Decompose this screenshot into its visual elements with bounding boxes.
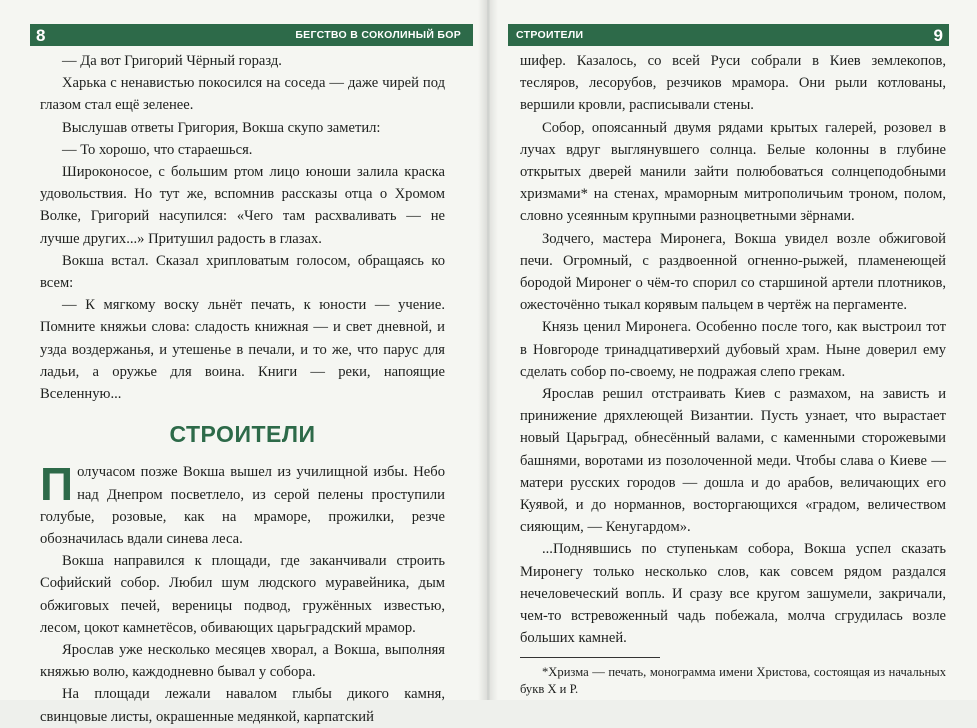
first-paragraph-text: олучасом позже Вокша вышел из училищной избы. Небо над Днепром посветлело, из серой пелены проступили голубые, розовые, как на мраморе, прожилки, резче обозначилась вдали синева леса. bbox=[40, 464, 445, 548]
left-running-head: БЕГСТВО В СОКОЛИНЫЙ БОР bbox=[295, 29, 461, 41]
paragraph: Ярослав уже несколько месяцев хворал, а Вокша, выполняя княжью волю, каждодневно бывал у собора. bbox=[40, 642, 445, 681]
right-running-head: СТРОИТЕЛИ bbox=[516, 29, 584, 41]
right-page-number: 9 bbox=[933, 26, 943, 45]
book-gutter-shadow bbox=[478, 0, 498, 700]
paragraph: Широконосое, с большим ртом лицо юноши залила краска удовольствия. Но тут же, вспомнив рассказы отца о Хромом Волке, Григорий насупился: «Чего там расхваливать — не лучше других...» Притушил радость в глазах. bbox=[40, 164, 445, 247]
left-page-number: 8 bbox=[36, 26, 46, 45]
paragraph: ...Поднявшись по ступенькам собора, Вокша успел сказать Миронегу только несколько слов, как совсем рядом раздался нечеловеческий вопль. И сразу все кругом зашумели, закричали, чем-то встревоженный чадь побежала, молча сгрудилась возле больших камней. bbox=[520, 541, 946, 647]
paragraph: — К мягкому воску льнёт печать, к юности — учение. Помните княжьи слова: сладость книжная — и свет дневной, и узда воздержанья, и утешенье в печали, и то же, что парус для ладьи, а оружье для воина. Книги — реки, напоящие Вселенную... bbox=[40, 297, 445, 403]
paragraph: Князь ценил Миронега. Особенно после того, как выстроил тот в Новгороде тринадцативерхий дубовый храм. Ныне доверил ему сделать собор по-своему, не подражая слепо грекам. bbox=[520, 319, 946, 380]
right-page bbox=[490, 0, 977, 700]
paragraph: — То хорошо, что стараешься. bbox=[62, 141, 253, 158]
continuation-paragraph: шифер. Казалось, со всей Руси собрали в Киев землекопов, тесляров, лесорубов, резчиков мрамора. Они рыли котлованы, вершили кровли, расписывали стены. bbox=[520, 53, 946, 114]
right-running-header bbox=[508, 24, 949, 46]
paragraph: Выслушав ответы Григория, Вокша скупо заметил: bbox=[62, 119, 381, 136]
right-text-block bbox=[520, 50, 946, 698]
left-running-header bbox=[30, 24, 473, 46]
paragraph: На площади лежали навалом глыбы дикого камня, свинцовые листы, окрашенные медянкой, карпатский bbox=[40, 686, 445, 725]
paragraph: — Да вот Григорий Чёрный горазд. bbox=[62, 53, 282, 69]
chapter-first-paragraph bbox=[40, 458, 445, 550]
paragraph: Вокша направился к площади, где заканчивали строить Софийский собор. Любил шум людского муравейника, дым обжиговых печей, вереницы подвод, гружённых известью, лесом, цокот камнетёсов, обивающих царьградский мрамор. bbox=[40, 553, 445, 636]
paragraph: Харька с ненавистью покосился на соседа — даже чирей под глазом стал ещё зеленее. bbox=[40, 75, 445, 114]
paragraph: Вокша встал. Сказал хрипловатым голосом, обращаясь ко всем: bbox=[40, 252, 445, 292]
left-page bbox=[0, 0, 487, 725]
footnote-rule bbox=[520, 657, 660, 658]
paragraph: Ярослав решил отстраивать Киев с размахом, на зависть и принижение дряхлеющей Византии. Пусть узнает, что вырастает новый Царьград, обнесённый валами, с каменными сторожевыми башнями, воротами из позолоченной меди. Чтобы слава о Киеве — матери русских городов — дошла и до арабов, величающих его Куявой, и до норманнов, восторгающихся «градом, величеством сияющим, — Кенугардом». bbox=[520, 386, 946, 536]
paragraph: Зодчего, мастера Миронега, Вокша увидел возле обжиговой печи. Огромный, с раздвоенной огненно-рыжей, пламенеющей бородой Миронег о чём-то спорил со старшиной артели плотников, ожесточённо тыкал корявым пальцем в чертёж на пергаменте. bbox=[520, 230, 946, 314]
drop-cap: П bbox=[40, 458, 74, 511]
chapter-heading: СТРОИТЕЛИ bbox=[169, 421, 316, 448]
paragraph: Собор, опоясанный двумя рядами крытых галерей, розовел в лучах вдруг выглянувшего солнца. Белые колонны в глубине открытых дверей манили зайти полюбоваться солнцеподобными хризмами* на стенах, мраморным митрополичьим троном, полом, словно усеянным крупными разноцветными зёрнами. bbox=[520, 119, 946, 225]
footnote: *Хризма — печать, монограмма имени Христова, состоящая из начальных букв Х и Р. bbox=[520, 665, 946, 697]
left-text-block bbox=[40, 50, 445, 728]
